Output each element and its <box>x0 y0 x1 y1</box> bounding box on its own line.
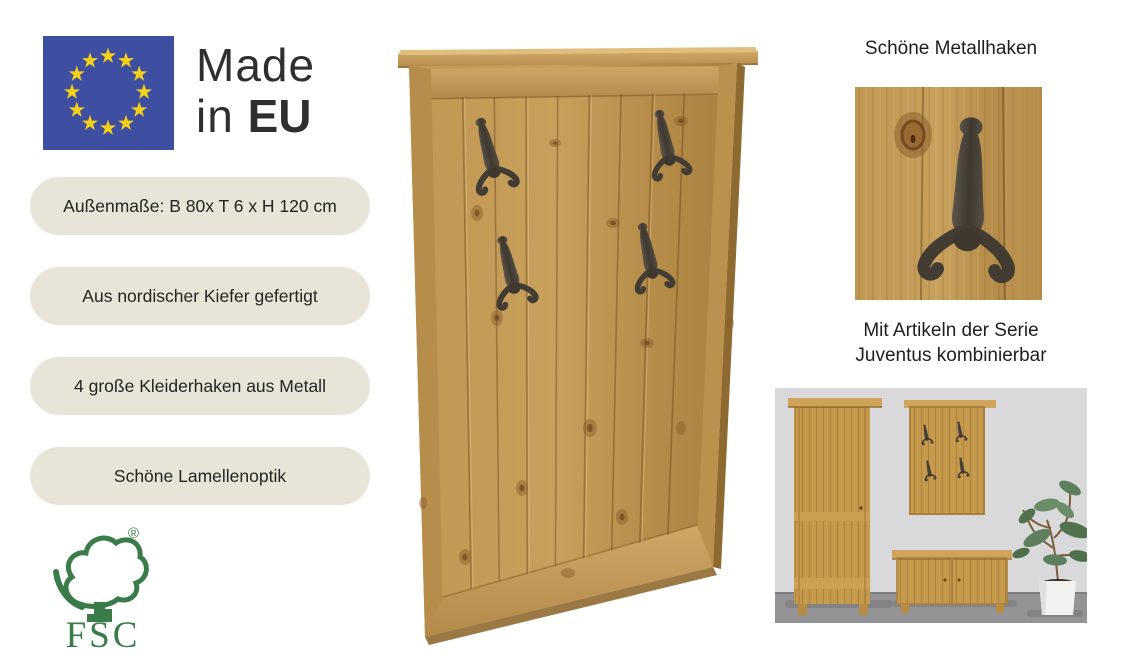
feature-badge-material: Aus nordischer Kiefer gefertigt <box>30 267 370 325</box>
room-scene-image <box>775 388 1087 623</box>
eu-word: EU <box>247 89 312 142</box>
registered-mark: ® <box>128 525 140 542</box>
series-note-line1: Mit Artikeln der Serie <box>863 320 1039 341</box>
series-note-line2: Juventus kombinierbar <box>855 345 1047 366</box>
fsc-logo <box>48 522 158 650</box>
fsc-wordmark: FSC <box>65 615 141 650</box>
feature-badge-hooks: 4 große Kleiderhaken aus Metall <box>30 357 370 415</box>
eu-flag-stars <box>43 36 174 150</box>
hook-closeup-image <box>855 87 1042 300</box>
series-note <box>798 318 1104 368</box>
bench <box>892 550 1012 613</box>
made-in-eu-label <box>196 40 386 141</box>
hook-caption: Schöne Metallhaken <box>864 38 1038 59</box>
feature-badge-dimensions: Außenmaße: B 80x T 6 x H 120 cm <box>30 177 370 235</box>
feature-badge-look: Schöne Lamellenoptik <box>30 447 370 505</box>
eu-flag-icon <box>43 36 174 150</box>
wall-coat-rack <box>904 400 996 514</box>
wardrobe <box>788 398 882 615</box>
fsc-tree-icon <box>48 522 158 650</box>
in-word: in <box>196 89 234 142</box>
feature-badges <box>30 177 370 505</box>
coat-rack-product-image <box>385 25 770 655</box>
wood-knot <box>894 112 932 158</box>
made-word: Made <box>196 39 316 91</box>
